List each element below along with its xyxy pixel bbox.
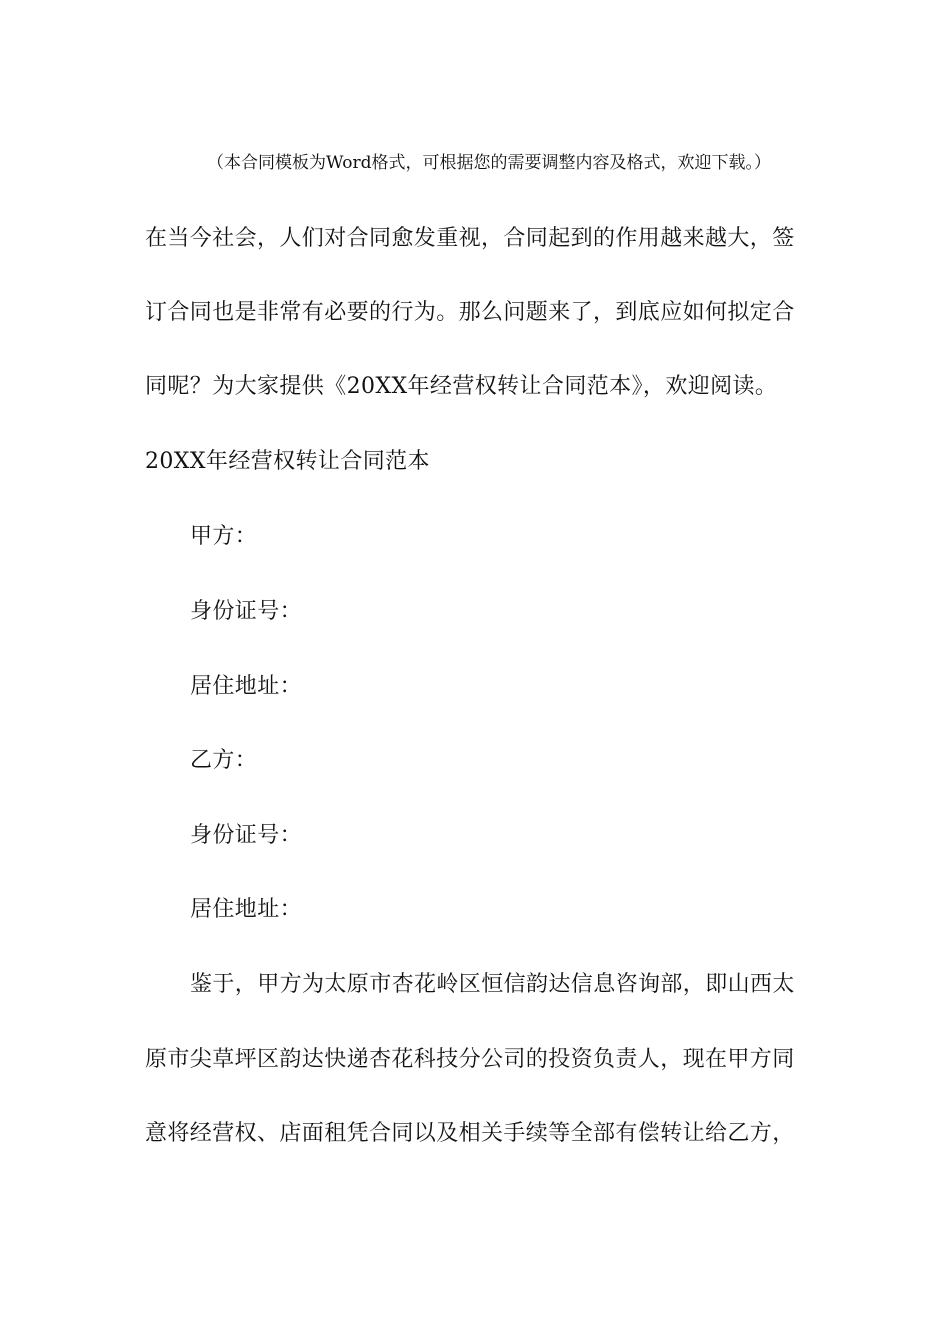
intro-line-3: 同呢？为大家提供《20XX年经营权转让合同范本》，欢迎阅读。 <box>145 374 778 399</box>
intro-line-2: 订合同也是非常有必要的行为。那么问题来了，到底应如何拟定合 <box>145 300 795 325</box>
body-line-2: 原市尖草坪区韵达快递杏花科技分公司的投资负责人，现在甲方同 <box>145 1047 795 1072</box>
intro-line-1: 在当今社会，人们对合同愈发重视，合同起到的作用越来越大，签 <box>145 226 795 251</box>
party-a-id-label: 身份证号： <box>190 599 303 624</box>
party-a-address-label: 居住地址： <box>190 674 303 699</box>
body-line-3: 意将经营权、店面租凭合同以及相关手续等全部有偿转让给乙方， <box>145 1121 795 1146</box>
party-a-label: 甲方： <box>190 524 258 549</box>
party-b-id-label: 身份证号： <box>190 823 303 848</box>
party-b-address-label: 居住地址： <box>190 897 303 922</box>
document-title: 20XX年经营权转让合同范本 <box>145 449 430 474</box>
template-notice: （本合同模板为Word格式，可根据您的需要调整内容及格式，欢迎下载。） <box>206 153 772 173</box>
party-b-label: 乙方： <box>190 748 258 773</box>
body-line-1: 鉴于，甲方为太原市杏花岭区恒信韵达信息咨询部，即山西太 <box>190 972 795 997</box>
